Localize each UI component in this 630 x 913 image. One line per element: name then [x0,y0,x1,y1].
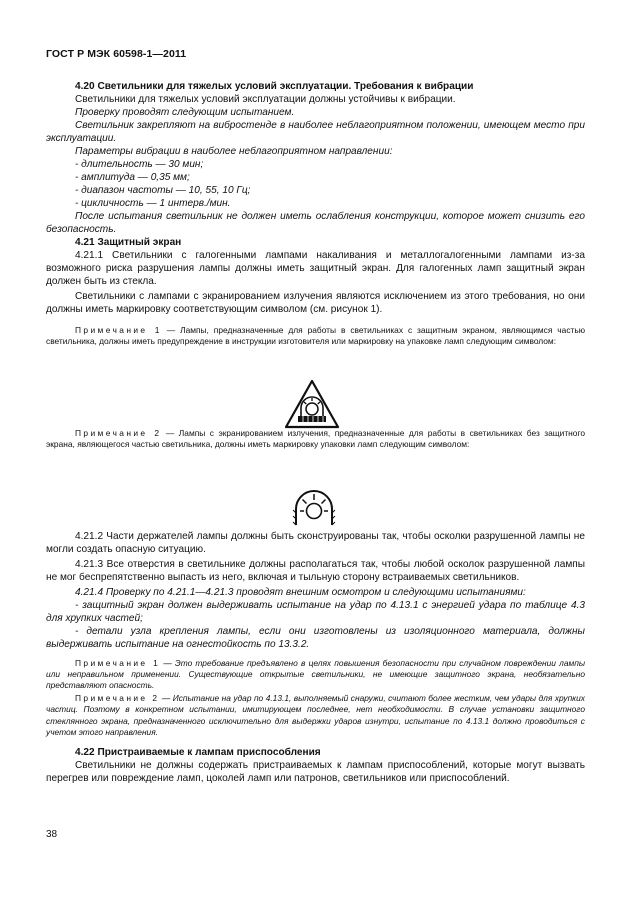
s421-p2: Светильники с лампами с экранированием излучения являются исключением из этого требования, но они должны иметь маркировку соответствующим символом (см. рисунок 1). [46,291,585,315]
section-4-21-heading: 4.21 Защитный экран [75,237,182,248]
s422-p1: Светильники не должны содержать пристраиваемых к лампам приспособлений, которые могут вызвать перегрев или повреждение ламп, цоколей ламп или патронов, светильников или приспособлений. [46,760,585,785]
s420-list-4: - цикличность — 1 интерв./мин. [75,198,231,209]
note-1 [46,325,585,348]
s421-p214: 4.21.4 Проверку по 4.21.1—4.21.3 проводят внешним осмотром и следующими испытаниями: [75,586,526,598]
s420-list-3: - диапазон частоты — 10, 55, 10 Гц; [75,185,251,196]
s420-p1: Светильники для тяжелых условий эксплуатации должны устойчивы к вибрации. [75,94,456,105]
s420-list-1: - длительность — 30 мин; [75,159,204,170]
s421-p1: 4.21.1 Светильники с галогенными лампами накаливания и металлогалогенными лампами из-за возможного риска разрушения лампы должны иметь защитный экран. Для галогенных ламп защитный экран должен быть из стекла. [46,250,585,287]
note-2-text: — Лампы с экранированием излучения, предназначенные для работы в светильниках без защитного экрана, являющегося частью светильника, должны иметь маркировку упаковки ламп следующим символом: [46,427,585,450]
self-shielded-lamp-icon [290,485,338,531]
note-3-text: — Это требование предъявлено в целях повышения безопасности при случайном повреждении лампы или неправильном применении. Существующие открытые светильники, не имеющие защитного экрана, необязательно представляют опасность. [46,657,585,691]
s421-list-2: - детали узла крепления лампы, если они изготовлены из изоляционного материала, должны выдерживать испытание на огнестойкость по 13.3.2. [46,625,585,650]
note-4 [46,693,585,739]
note-1-text: — Лампы, предназначенные для работы в светильниках с защитным экраном, являющимся частью светильника, должны иметь предупреждение в инструкции изготовителя или маркировку на упаковке ламп следующим символом: [46,325,585,347]
note-3 [46,658,585,692]
section-4-22-heading: 4.22 Пристраиваемые к лампам приспособления [75,747,321,759]
document-header: ГОСТ Р МЭК 60598-1—2011 [46,48,187,60]
protective-shield-warning-icon [284,379,340,429]
note-2-label: Примечание 2 [75,427,162,438]
document-body [46,80,585,785]
note-2 [46,428,585,451]
note-1-label: Примечание 1 [75,325,162,335]
s420-p3: Светильник закрепляют на вибростенде в наиболее неблагоприятном положении, имеющем место при эксплуатации. [46,120,585,144]
s421-list-1: - защитный экран должен выдерживать испытание на удар по 4.13.1 с энергией удара по таблице 4.3 для хрупких частей; [46,599,585,624]
page-number: 38 [46,829,58,840]
note-3-label: Примечание 1 [75,657,161,668]
note-4-text: — Испытание на удар по 4.13.1, выполняемый снаружи, считают более жестким, чем удары для хрупких частиц. Поэтому в конкретном испытании, имитирующем последнее, нет необходимости. В случае установки защитного стеклянного экрана, предназначенного исключительно для выдержки ударов изнутри, испытание по 4.13.1 должно проводиться с учетом этого направления. [46,692,585,738]
s420-list-2: - амплитуда — 0,35 мм; [75,172,190,183]
s420-p5: После испытания светильник не должен иметь ослабления конструкции, которое может снизить его безопасность. [46,211,585,235]
s421-p212: 4.21.2 Части держателей лампы должны быть сконструированы так, чтобы осколки разрушенной лампы не могли создать опасную ситуацию. [46,530,585,555]
s420-p2: Проверку проводят следующим испытанием. [75,107,295,118]
section-4-20-heading: 4.20 Светильники для тяжелых условий эксплуатации. Требования к вибрации [75,81,474,92]
s421-p213: 4.21.3 Все отверстия в светильнике должны располагаться так, чтобы любой осколок разрушенной лампы не мог беспрепятственно выпасть из него, включая и тыльную сторону встраиваемых светильников. [46,558,585,583]
note-4-label: Примечание 2 [75,692,160,703]
s420-p4: Параметры вибрации в наиболее неблагоприятном направлении: [75,146,393,157]
